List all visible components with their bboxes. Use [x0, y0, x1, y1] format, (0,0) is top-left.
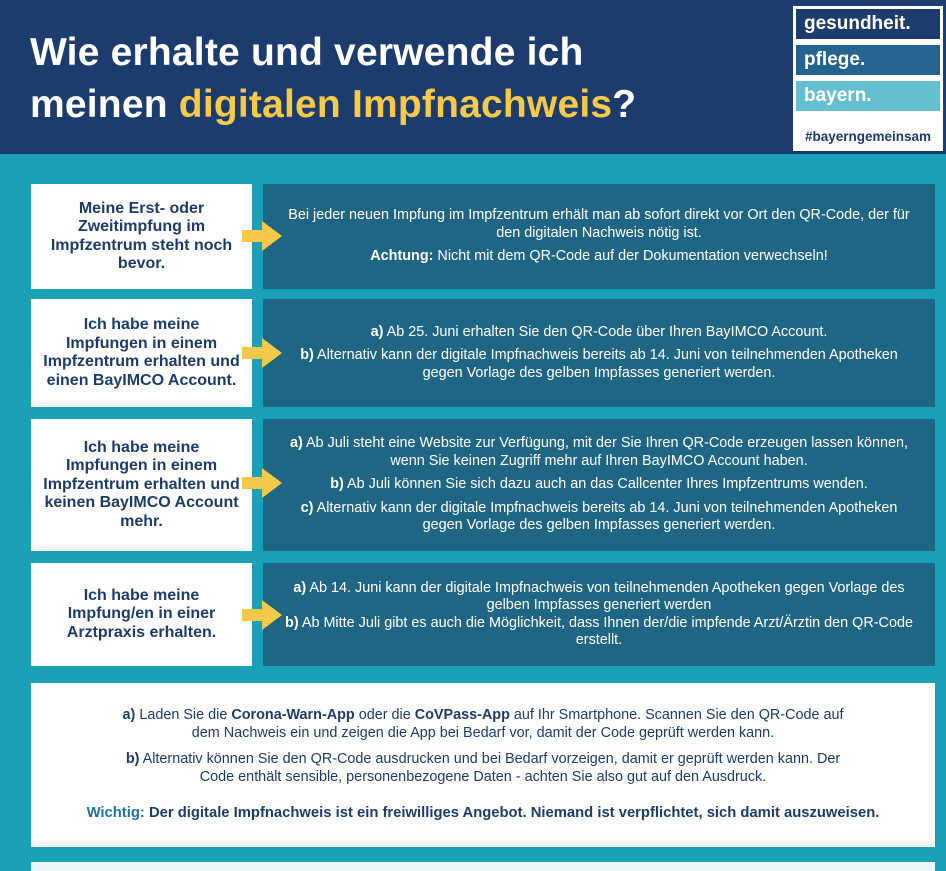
title-highlight: digitalen Impfnachweis: [178, 83, 613, 126]
usage-item-a: [31, 706, 935, 742]
logo-hashtag: #bayerngemeinsam: [804, 129, 932, 144]
header-banner: [0, 0, 946, 154]
arrow-right-icon: [240, 336, 284, 370]
usage-item-a-label: a): [122, 707, 136, 723]
logo: [793, 6, 943, 151]
row-4-item-b-text: Ab Mitte Juli gibt es auch die Möglichkeit, dass Ihnen der/die impfende Arzt/Ärztin den QR-Code erstellt.: [301, 614, 913, 648]
row-2-item-a-text: Ab 25. Juni erhalten Sie den QR-Code über Ihren BayIMCO Account.: [386, 323, 828, 340]
logo-line-1: gesundheit.: [796, 9, 940, 39]
row-2-item-a-label: a): [370, 323, 384, 340]
usage-item-b-text: Alternativ können Sie den QR-Code ausdrucken und bei Bedarf vorzeigen, damit er geprüft werden kann. Der Code enthält sensible, personenbezogene Daten - achten Sie also gut auf den Ausdruck.: [142, 751, 841, 785]
usage-info-box: [31, 683, 935, 847]
usage-item-b: [31, 750, 935, 786]
row-3-item-a-label: a): [289, 435, 303, 452]
row-4-item-a-text: Ab 14. Juni kann der digitale Impfnachweis von teilnehmenden Apotheken gegen Vorlage des gelben Impfasses generiert werden: [309, 579, 905, 613]
arrow-right-icon: [240, 219, 284, 253]
title-line-1: Wie erhalte und verwende ich: [30, 31, 584, 74]
row-3-item-b-text: Ab Juli können Sie sich dazu auch an das Callcenter Ihres Impfzentrums wenden.: [347, 476, 868, 493]
row-3-item-a: [281, 435, 917, 470]
row-3-item-a-text: Ab Juli steht eine Website zur Verfügung, mit der Sie Ihren QR-Code erzeugen lassen können, wenn Sie keinen Zugriff mehr auf Ihren BayIMCO Account haben.: [305, 435, 909, 469]
row-3-item-c: [281, 500, 917, 535]
important-label: Wichtig:: [86, 805, 145, 821]
row-3-item-c-label: c): [300, 499, 314, 516]
row-4-item-a: [281, 580, 917, 615]
row-1-question: Meine Erst- oder Zweitimpfung im Impfzentrum steht noch bevor.: [50, 199, 233, 272]
corona-warn-app-name: Corona-Warn-App: [231, 707, 355, 723]
row-2-question: Ich habe meine Impfungen in einem Impfzentrum erhalten und einen BayIMCO Account.: [43, 316, 240, 389]
row-3-question-box: [31, 419, 252, 551]
row-3-item-c-text: Alternativ kann der digitale Impfnachweis bereits ab 14. Juni von teilnehmenden Apotheken gegen Vorlage des gelben Impfasses generiert werden.: [316, 499, 898, 534]
footer-strip: [31, 862, 935, 871]
arrow-right-icon: [240, 598, 284, 632]
row-4-answer-box: [263, 563, 935, 666]
row-1-note-text: Nicht mit dem QR-Code auf der Dokumentation verwechseln!: [437, 248, 828, 265]
row-2-item-a: [371, 324, 828, 342]
row-4-item-b-label: b): [285, 614, 299, 631]
row-4-question: Ich habe meine Impfung/en in einer Arztpraxis erhalten.: [66, 586, 217, 641]
row-1-note-label: Achtung:: [370, 248, 434, 265]
row-2-item-b: [281, 347, 917, 382]
row-2-question-box: [31, 299, 252, 407]
row-1-note: [370, 248, 827, 266]
row-2-item-b-text: Alternativ kann der digitale Impfnachweis bereits ab 14. Juni von teilnehmenden Apotheken gegen Vorlage des gelben Impfasses generiert werden.: [317, 347, 898, 381]
row-1-answer-box: [263, 184, 935, 289]
usage-item-a-pre: Laden Sie die: [139, 707, 228, 723]
usage-item-a-post: auf Ihr Smartphone. Scannen Sie den QR-Code auf dem Nachweis ein und zeigen die App bei Bedarf vor, damit der Code geprüft werden kann.: [191, 707, 844, 741]
row-1-question-box: [31, 184, 252, 289]
important-text: Der digitale Impfnachweis ist ein freiwilliges Angebot. Niemand ist verpflichtet, sich damit auszuweisen.: [148, 805, 880, 821]
row-1-answer-text: Bei jeder neuen Impfung im Impfzentrum erhält man ab sofort direkt vor Ort den QR-Code, der für den digitalen Nachweis nötig ist.: [288, 207, 910, 241]
row-3-item-b-label: b): [330, 476, 344, 493]
logo-line-2: pflege.: [796, 45, 940, 75]
row-2-item-b-label: b): [300, 347, 314, 364]
row-2-answer-box: [263, 299, 935, 407]
title-line-2-suffix: ?: [612, 83, 637, 126]
important-note: [31, 804, 935, 822]
logo-line-3: bayern.: [796, 81, 940, 111]
row-3-answer-box: [263, 419, 935, 551]
covpass-app-name: CoVPass-App: [414, 707, 510, 723]
row-3-item-b: [330, 476, 868, 494]
row-3-question: Ich habe meine Impfungen in einem Impfzentrum erhalten und keinen BayIMCO Account mehr.: [43, 438, 240, 530]
title-line-2-prefix: meinen: [30, 83, 168, 126]
usage-item-a-mid: oder die: [358, 707, 411, 723]
arrow-right-icon: [240, 466, 284, 500]
usage-item-b-label: b): [125, 751, 140, 767]
page-title: [30, 27, 770, 131]
row-4-item-b: [281, 615, 917, 650]
row-4-item-a-label: a): [293, 579, 307, 596]
row-4-question-box: [31, 563, 252, 666]
